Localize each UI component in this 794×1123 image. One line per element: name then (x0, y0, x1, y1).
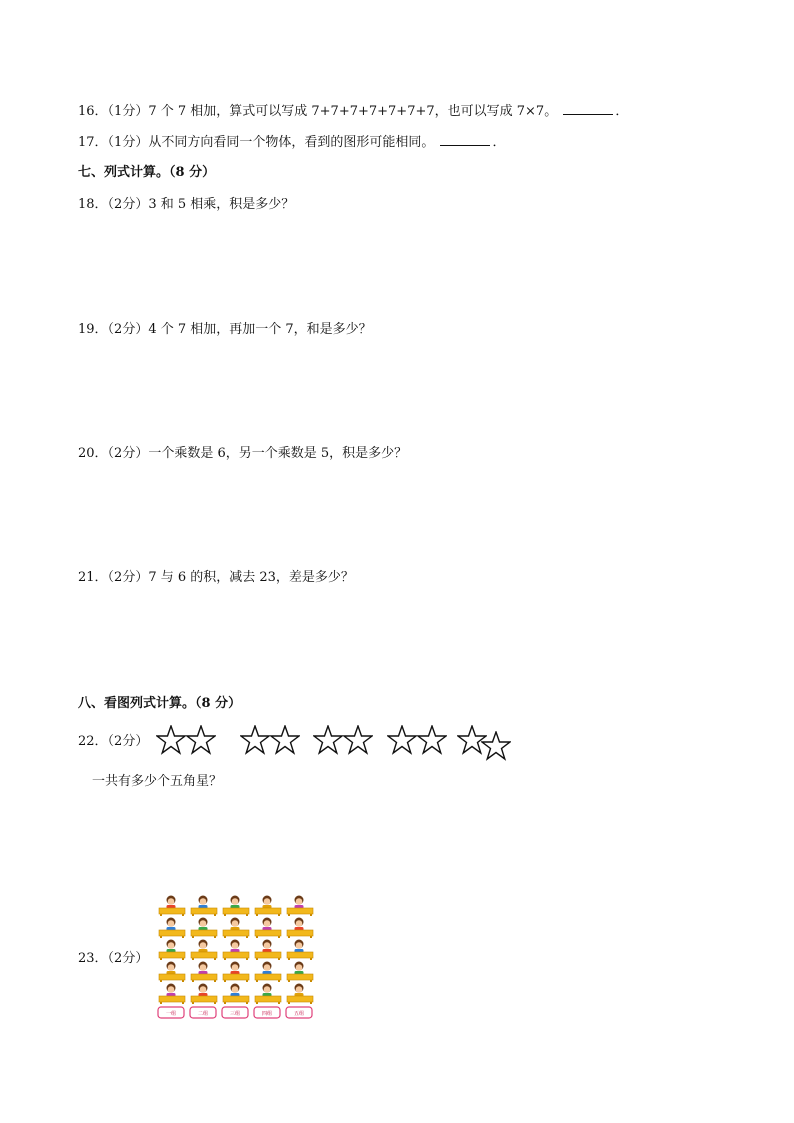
star-outline-icon (156, 725, 186, 755)
question-17-end: ． (492, 135, 506, 150)
answer-blank-17[interactable] (440, 133, 490, 146)
question-16 (78, 102, 628, 121)
student-desk (255, 896, 281, 917)
group-label (286, 1007, 312, 1018)
student-desk (191, 984, 217, 1005)
group-label-text: 四组 (261, 1011, 273, 1017)
student-desk (159, 896, 185, 917)
classroom-illustration (156, 893, 316, 1021)
group-label (190, 1007, 216, 1018)
group-label-text: 二组 (197, 1011, 209, 1017)
student-desk (223, 896, 249, 917)
group-label (158, 1007, 184, 1018)
student-desk (223, 918, 249, 939)
student-desk (287, 984, 313, 1005)
question-22-prompt: 一共有多少个五角星？ (92, 774, 223, 789)
question-17-text: 17．（1分）从不同方向看同一个物体，看到的图形可能相同。 (78, 135, 435, 150)
student-desk (255, 918, 281, 939)
student-desk (255, 962, 281, 983)
question-21: 21．（2分）7 与 6 的积，减去 23，差是多少？ (78, 570, 354, 585)
group-label (222, 1007, 248, 1018)
question-22-label: 22．（2分） (78, 734, 149, 749)
question-16-end: ． (615, 104, 629, 119)
group-label-text: 三组 (229, 1011, 241, 1017)
student-desk (287, 940, 313, 961)
student-desk (191, 940, 217, 961)
student-desk (159, 984, 185, 1005)
section-7-heading: 七、列式计算。（8 分） (78, 165, 216, 180)
question-23-label: 23．（2分） (78, 951, 149, 966)
student-desk (223, 984, 249, 1005)
student-desk (287, 918, 313, 939)
star-outline-icon (387, 725, 417, 755)
question-16-text: 16．（1分）7 个 7 相加，算式可以写成 7+7+7+7+7+7+7，也可以写成 7×7。 (78, 104, 558, 119)
question-19: 19．（2分）4 个 7 相加，再加一个 7，和是多少？ (78, 322, 372, 337)
student-desk (287, 962, 313, 983)
star-outline-icon (343, 725, 373, 755)
classroom-svg (156, 893, 316, 1021)
star-outline-icon (186, 725, 216, 755)
group-label (254, 1007, 280, 1018)
group-label-text: 一组 (165, 1011, 177, 1017)
star-outline-icon (240, 725, 270, 755)
student-desk (191, 962, 217, 983)
student-desk (159, 918, 185, 939)
group-label-text: 五组 (293, 1011, 305, 1017)
student-desk (223, 962, 249, 983)
student-desk (159, 940, 185, 961)
star-outline-icon (313, 725, 343, 755)
question-20: 20．（2分）一个乘数是 6，另一个乘数是 5，积是多少？ (78, 446, 408, 461)
answer-blank-16[interactable] (563, 102, 613, 115)
section-8-heading: 八、看图列式计算。（8 分） (78, 696, 242, 711)
student-desk (255, 940, 281, 961)
student-desk (191, 896, 217, 917)
student-desk (255, 984, 281, 1005)
question-17 (78, 133, 505, 152)
student-desk (191, 918, 217, 939)
star-outline-icon (270, 725, 300, 755)
student-desk (223, 940, 249, 961)
student-desk (287, 896, 313, 917)
student-desk (159, 962, 185, 983)
question-18: 18．（2分）3 和 5 相乘，积是多少？ (78, 197, 295, 212)
star-outline-icon (481, 731, 511, 761)
star-outline-icon (417, 725, 447, 755)
